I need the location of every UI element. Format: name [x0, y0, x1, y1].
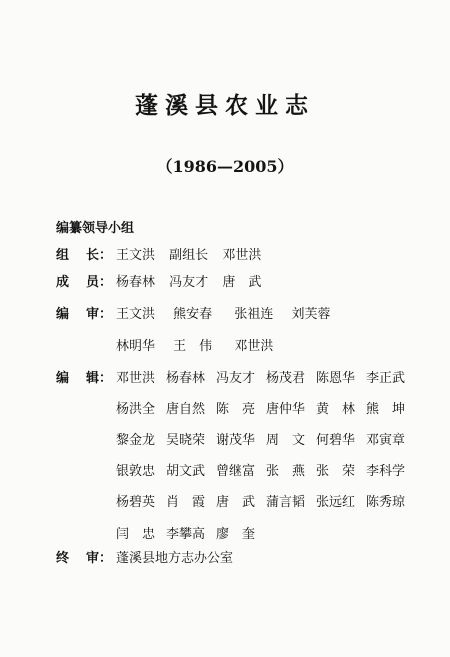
- person-name: 林明华: [116, 339, 156, 354]
- editors-names-line-3: [116, 431, 416, 451]
- person-name: 李正武: [366, 371, 406, 386]
- person-name: 廖 奎: [216, 527, 256, 542]
- person-name: 胡文武: [166, 464, 206, 479]
- person-name: 黎金龙: [116, 433, 156, 448]
- person-name: 杨洪全: [116, 402, 156, 417]
- person-name: 杨春林: [166, 371, 206, 386]
- book-period: （1986—2005）: [156, 157, 294, 176]
- person-name: 唐仲华: [266, 402, 306, 417]
- editors-row-1: 编 辑： 邓世洪 杨春林 冯友才 杨茂君 陈恩华 李正武: [0, 369, 450, 389]
- person-name: 唐 武: [216, 495, 256, 510]
- person-name: 唐 武: [222, 275, 262, 290]
- person-name: 杨碧英: [116, 495, 156, 510]
- person-name: 唐自然: [166, 402, 206, 417]
- person-name: 王 伟: [173, 339, 213, 354]
- book-title: 蓬溪县农业志: [135, 92, 315, 119]
- editors-names-line-4: [116, 462, 416, 482]
- person-name: 吴晓荣: [166, 433, 206, 448]
- members-names: [116, 273, 271, 293]
- person-name: 张远红: [316, 495, 356, 510]
- person-name: 闫 忠: [116, 527, 156, 542]
- leader-names: [116, 246, 271, 266]
- editors-row-6: [0, 525, 450, 545]
- editors-row-3: [0, 431, 450, 451]
- person-name: 李攀高: [166, 527, 206, 542]
- person-name: 陈秀琼: [366, 495, 406, 510]
- person-name: 王文洪: [116, 307, 156, 322]
- person-name: 陈 亮: [216, 402, 256, 417]
- committee-heading: 编纂领导小组: [56, 221, 135, 236]
- final-review-row: 终 审： 蓬溪县地方志办公室: [0, 549, 450, 569]
- role-label: 副组长: [169, 248, 209, 263]
- person-name: 银敦忠: [116, 464, 156, 479]
- editors-names-line-5: [116, 493, 416, 513]
- leader-row: 组 长： 王文洪 副组长 邓世洪: [0, 246, 450, 266]
- person-name: 王文洪: [116, 248, 156, 263]
- person-name: 张祖连: [234, 307, 274, 322]
- person-name: 曾继富: [216, 464, 256, 479]
- reviewers-names-line-2: [116, 337, 283, 357]
- person-name: 刘芙蓉: [291, 307, 331, 322]
- editors-row-5: [0, 493, 450, 513]
- person-name: 邓世洪: [234, 339, 274, 354]
- person-name: 周 文: [266, 433, 306, 448]
- person-name: 杨茂君: [266, 371, 306, 386]
- person-name: 冯友才: [216, 371, 256, 386]
- person-name: 熊 坤: [366, 402, 406, 417]
- person-name: 李科学: [366, 464, 406, 479]
- person-name: 黄 林: [316, 402, 356, 417]
- editors-names-line-6: [116, 525, 266, 545]
- editors-row-4: [0, 462, 450, 482]
- members-row: 成 员： 杨春林 冯友才 唐 武: [0, 273, 450, 293]
- person-name: 熊安春: [173, 307, 213, 322]
- reviewers-names-line-1: [116, 305, 340, 325]
- final-review-office: 蓬溪县地方志办公室: [116, 551, 234, 566]
- person-name: 邓世洪: [222, 248, 262, 263]
- person-name: 何碧华: [316, 433, 356, 448]
- editors-names-line-2: [116, 400, 416, 420]
- editors-row-2: [0, 400, 450, 420]
- editors-names-line-1: [116, 369, 416, 389]
- person-name: 冯友才: [169, 275, 209, 290]
- person-name: 邓寅章: [366, 433, 406, 448]
- person-name: 肖 霞: [166, 495, 206, 510]
- person-name: 张 荣: [316, 464, 356, 479]
- reviewers-row-2: [0, 337, 450, 357]
- person-name: 陈恩华: [316, 371, 356, 386]
- person-name: 张 燕: [266, 464, 306, 479]
- person-name: 谢茂华: [216, 433, 256, 448]
- person-name: 杨春林: [116, 275, 156, 290]
- person-name: 蒲言韬: [266, 495, 306, 510]
- reviewers-row: 编 审： 王文洪 熊安春 张祖连 刘芙蓉: [0, 305, 450, 325]
- person-name: 邓世洪: [116, 371, 156, 386]
